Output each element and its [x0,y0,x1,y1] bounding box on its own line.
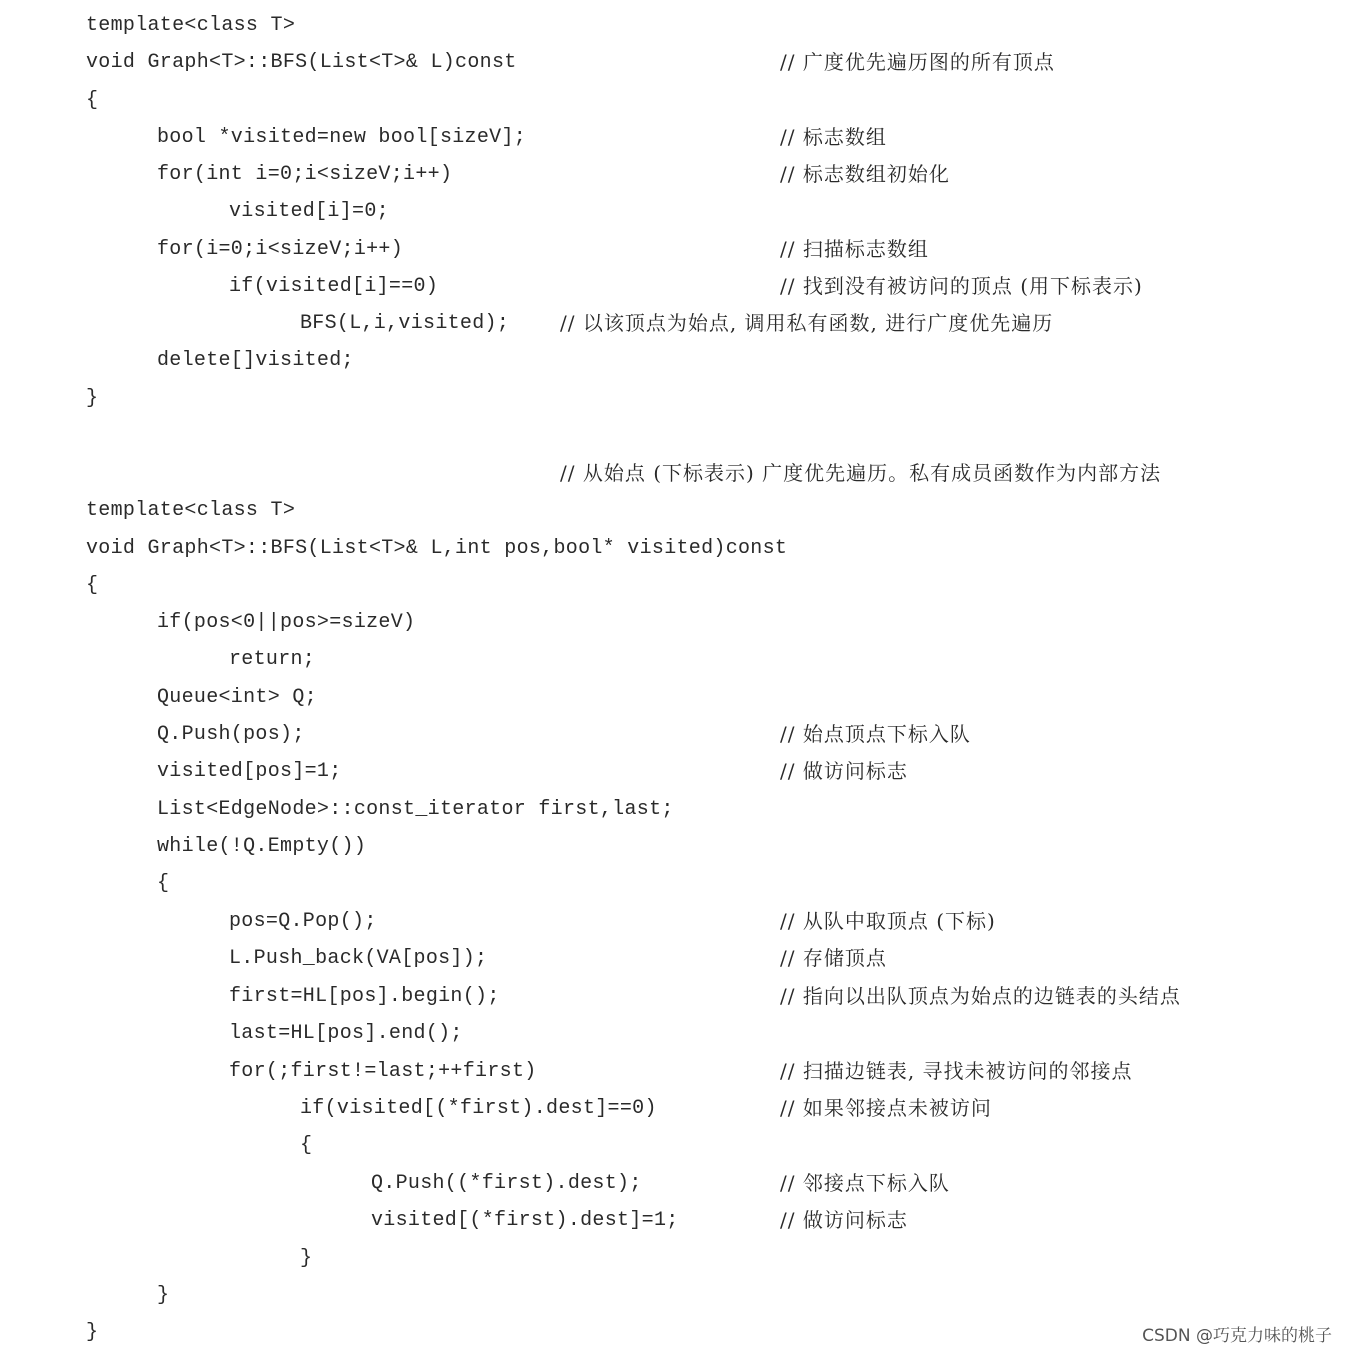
code-comment: // 广度优先遍历图的所有顶点 [780,50,1055,74]
code-text: BFS(L,i,visited); [300,312,510,335]
code-text: Q.Push(pos); [157,723,305,746]
code-text: delete[]visited; [157,349,354,372]
code-text: { [86,574,99,597]
code-line [0,1015,1346,1052]
code-line [0,1277,1346,1314]
code-comment: // 扫描标志数组 [780,237,929,261]
code-line [0,903,1346,940]
code-line [0,193,1346,230]
code-line [0,7,1346,44]
code-comment: // 找到没有被访问的顶点 (用下标表示) [780,274,1143,298]
code-line [0,940,1346,977]
code-comment: // 扫描边链表, 寻找未被访问的邻接点 [780,1059,1133,1083]
code-text: } [300,1247,313,1270]
code-text: first=HL[pos].begin(); [229,985,500,1008]
code-line [0,791,1346,828]
code-text: } [157,1284,170,1307]
code-text: for(;first!=last;++first) [229,1060,537,1083]
code-text: for(i=0;i<sizeV;i++) [157,238,404,261]
watermark: CSDN @巧克力味的桃子 [1142,1326,1332,1346]
code-text: for(int i=0;i<sizeV;i++) [157,163,453,186]
code-comment: // 标志数组 [780,125,887,149]
code-line [0,268,1346,305]
code-text: pos=Q.Pop(); [229,910,377,933]
code-line [0,1053,1346,1090]
code-line [0,156,1346,193]
code-line [0,1090,1346,1127]
code-text: if(visited[i]==0) [229,275,439,298]
code-text: { [157,872,170,895]
code-line [0,342,1346,379]
code-text: void Graph<T>::BFS(List<T>& L,int pos,bool* visited)const [86,537,788,560]
code-line [0,119,1346,156]
code-text: { [300,1134,313,1157]
code-comment: // 从始点 (下标表示) 广度优先遍历。私有成员函数作为内部方法 [560,461,1162,485]
code-line [0,455,1346,492]
code-text: void Graph<T>::BFS(List<T>& L)const [86,51,517,74]
code-comment: // 以该顶点为始点, 调用私有函数, 进行广度优先遍历 [560,311,1054,335]
code-line [0,1202,1346,1239]
code-comment: // 从队中取顶点 (下标) [780,909,996,933]
code-line [0,753,1346,790]
code-line [0,567,1346,604]
code-text: { [86,89,99,112]
code-text: last=HL[pos].end(); [229,1022,463,1045]
code-comment: // 指向以出队顶点为始点的边链表的头结点 [780,984,1181,1008]
code-text: if(visited[(*first).dest]==0) [300,1097,657,1120]
code-line [0,828,1346,865]
code-text: bool *visited=new bool[sizeV]; [157,126,527,149]
code-line [0,530,1346,567]
code-text: return; [229,648,316,671]
code-line [0,305,1346,342]
code-comment: // 做访问标志 [780,1208,908,1232]
code-comment: // 标志数组初始化 [780,162,950,186]
code-text: } [86,387,99,410]
code-text: while(!Q.Empty()) [157,835,367,858]
code-line [0,679,1346,716]
code-line [0,1127,1346,1164]
code-comment: // 始点顶点下标入队 [780,722,971,746]
code-text: } [86,1321,99,1344]
code-text: if(pos<0||pos>=sizeV) [157,611,416,634]
code-text: Q.Push((*first).dest); [371,1172,642,1195]
code-line [0,641,1346,678]
code-comment: // 邻接点下标入队 [780,1171,950,1195]
code-text: L.Push_back(VA[pos]); [229,947,488,970]
code-text: List<EdgeNode>::const_iterator first,last; [157,798,674,821]
code-line [0,380,1346,417]
code-line [0,1240,1346,1277]
code-line [0,492,1346,529]
code-comment: // 做访问标志 [780,759,908,783]
code-text: Queue<int> Q; [157,686,317,709]
code-line [0,82,1346,119]
code-line [0,231,1346,268]
code-line [0,1165,1346,1202]
code-line [0,604,1346,641]
code-line [0,44,1346,81]
code-text: template<class T> [86,14,296,37]
code-line [0,978,1346,1015]
code-comment: // 存储顶点 [780,946,887,970]
code-line [0,716,1346,753]
code-text: visited[pos]=1; [157,760,342,783]
code-text: visited[i]=0; [229,200,389,223]
code-line [0,865,1346,902]
code-text: template<class T> [86,499,296,522]
code-text: visited[(*first).dest]=1; [371,1209,679,1232]
code-comment: // 如果邻接点未被访问 [780,1096,992,1120]
